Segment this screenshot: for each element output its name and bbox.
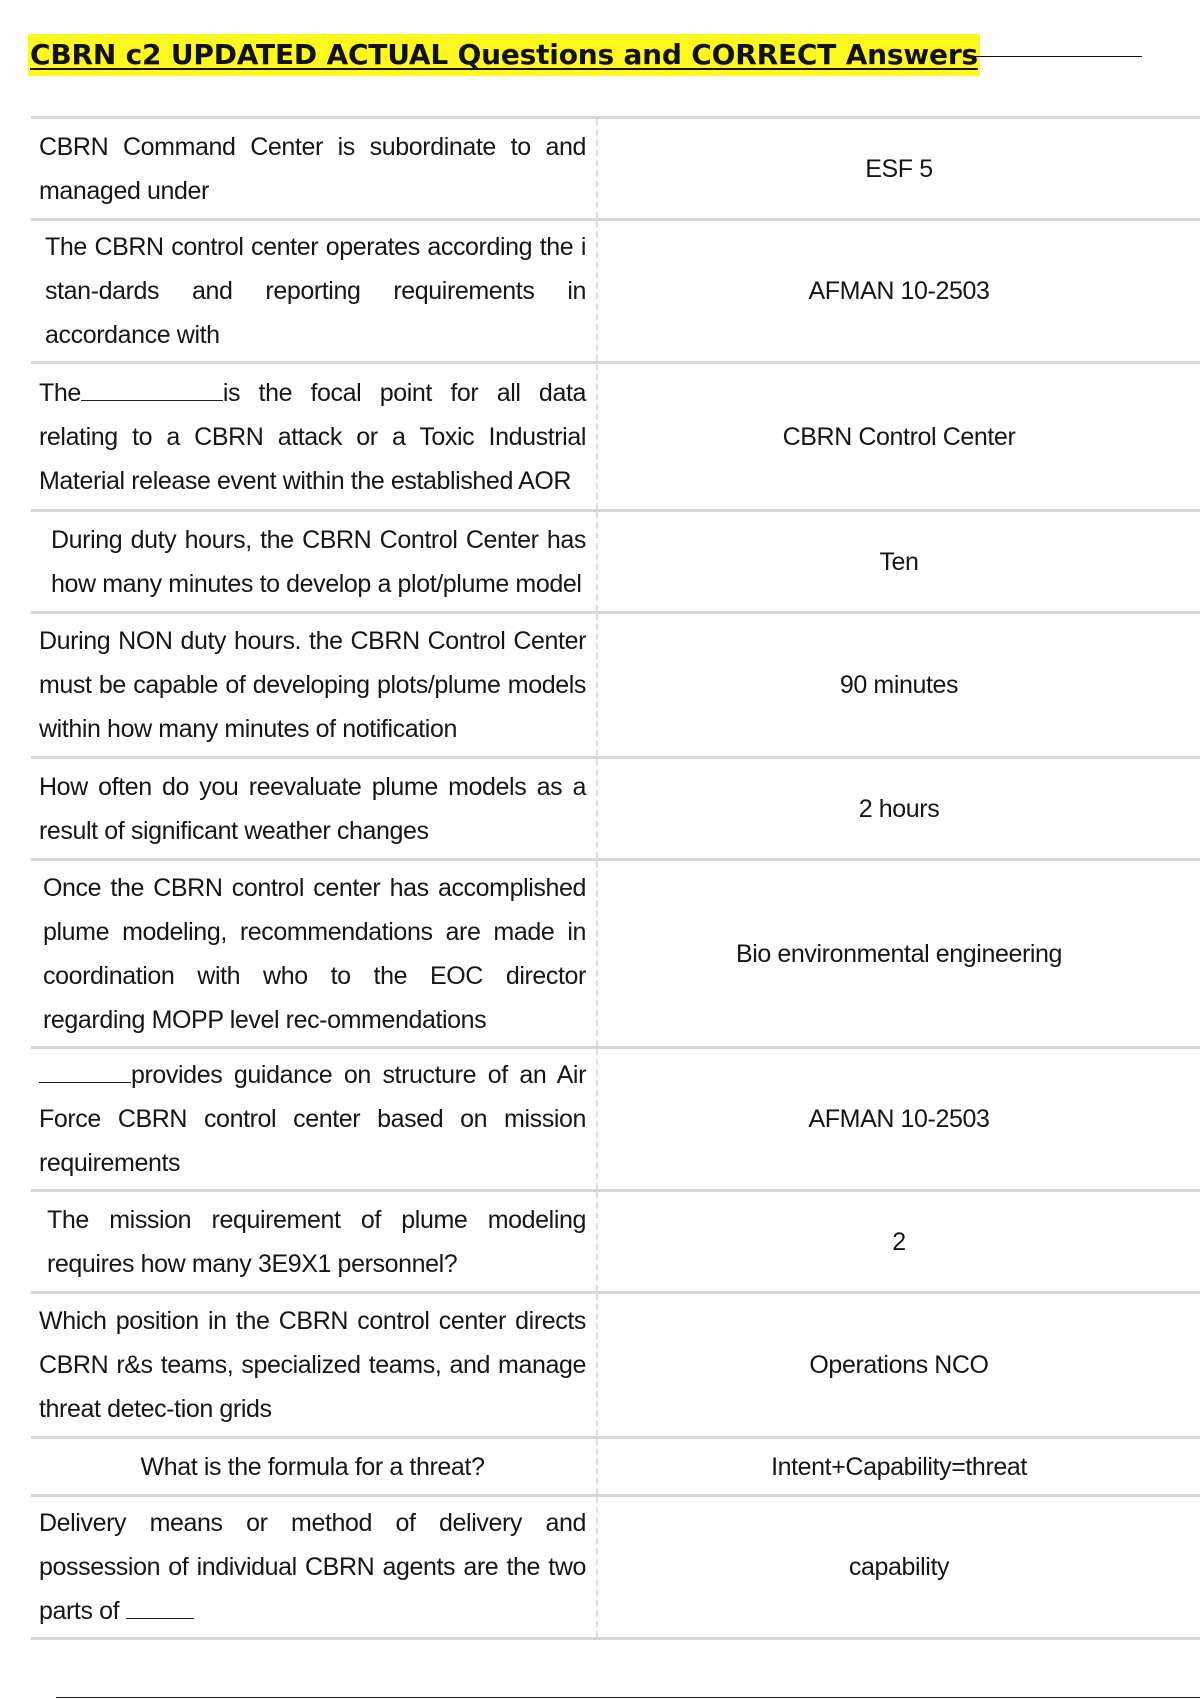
answer-blank xyxy=(126,1592,194,1619)
question-cell xyxy=(31,1438,597,1496)
qa-row xyxy=(31,1438,1200,1496)
qa-row xyxy=(31,1048,1200,1191)
question-text-end: is the focal point for all data relating to a CBRN attack or a Toxic Industrial Material release event within the established AOR xyxy=(39,378,586,495)
answer-cell xyxy=(597,1048,1200,1191)
qa-row xyxy=(31,1496,1200,1639)
answer-text: AFMAN 10-2503 xyxy=(808,277,990,305)
answer-text: Ten xyxy=(879,547,919,576)
answer-text: capability xyxy=(848,1553,950,1581)
question-cell xyxy=(31,1048,597,1191)
title-bar xyxy=(28,30,1142,82)
qa-row xyxy=(31,1293,1200,1438)
answer-cell xyxy=(597,220,1200,363)
answer-cell xyxy=(597,758,1200,860)
document-title: CBRN c2 UPDATED ACTUAL Questions and CORRECT Answers xyxy=(28,34,980,76)
qa-table xyxy=(31,116,1200,1640)
question-text: How often do you reevaluate plume models as a result of significant weather changes xyxy=(39,772,586,845)
answer-cell xyxy=(597,1438,1200,1496)
question-text-start: The xyxy=(39,378,81,407)
question-cell xyxy=(31,1496,597,1639)
qa-row xyxy=(31,1191,1200,1293)
footer-rule xyxy=(56,1697,1200,1698)
answer-cell xyxy=(597,613,1200,758)
answer-blank xyxy=(39,1056,131,1083)
question-cell xyxy=(31,511,597,613)
answer-cell xyxy=(597,1496,1200,1639)
qa-row xyxy=(31,118,1200,220)
question-cell xyxy=(31,1191,597,1293)
answer-text: 2 xyxy=(892,1227,906,1256)
question-text: Delivery means or method of delivery and possession of individual CBRN agents are the two parts of xyxy=(39,1509,586,1625)
question-cell xyxy=(31,220,597,363)
answer-cell xyxy=(597,118,1200,220)
answer-text: 90 minutes xyxy=(839,671,959,699)
answer-text: Bio environmental engineering xyxy=(735,939,1063,968)
answer-text: Intent+Capability=threat xyxy=(771,1452,1027,1481)
question-text: CBRN Command Center is subordinate to and managed under xyxy=(39,132,586,205)
qa-row xyxy=(31,758,1200,860)
title-rule xyxy=(963,56,1142,57)
question-cell xyxy=(31,363,597,511)
answer-text: ESF 5 xyxy=(865,154,933,183)
answer-cell xyxy=(597,511,1200,613)
answer-blank xyxy=(81,374,223,401)
question-text: The mission requirement of plume modeling requires how many 3E9X1 personnel? xyxy=(47,1205,586,1278)
question-text: provides guidance on structure of an Air Force CBRN control center based on mission requirements xyxy=(39,1061,586,1177)
qa-row xyxy=(31,511,1200,613)
question-cell xyxy=(31,860,597,1048)
answer-cell xyxy=(597,860,1200,1048)
answer-text: AFMAN 10-2503 xyxy=(808,1105,990,1133)
question-cell xyxy=(31,118,597,220)
qa-row xyxy=(31,860,1200,1048)
answer-cell xyxy=(597,1191,1200,1293)
question-text: During NON duty hours. the CBRN Control Center must be capable of developing plots/plume models within how many minutes of notification xyxy=(39,627,586,743)
question-cell xyxy=(31,1293,597,1438)
question-cell xyxy=(31,758,597,860)
question-text: The CBRN control center operates according the i stan-dards and reporting requirements in accordance with xyxy=(45,233,586,349)
question-cell xyxy=(31,613,597,758)
qa-row xyxy=(31,363,1200,511)
question-text: During duty hours, the CBRN Control Center has how many minutes to develop a plot/plume model xyxy=(51,525,586,598)
answer-text: 2 hours xyxy=(858,794,940,823)
qa-row xyxy=(31,613,1200,758)
answer-text: CBRN Control Center xyxy=(782,422,1016,451)
answer-cell xyxy=(597,363,1200,511)
answer-text: Operations NCO xyxy=(809,1351,989,1379)
question-text: Once the CBRN control center has accomplished plume modeling, recommendations are made in coordination with who to the EOC director regarding MOPP level rec-ommendations xyxy=(43,873,586,1034)
question-text: What is the formula for a threat? xyxy=(140,1452,485,1481)
question-text: Which position in the CBRN control center directs CBRN r&s teams, specialized teams, and manage threat detec-tion grids xyxy=(39,1307,586,1423)
answer-cell xyxy=(597,1293,1200,1438)
qa-row xyxy=(31,220,1200,363)
